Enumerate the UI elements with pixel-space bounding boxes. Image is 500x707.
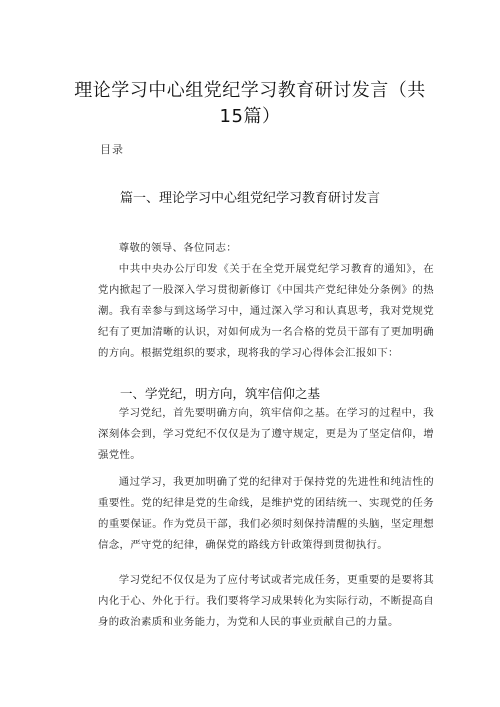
intro-paragraph: 中共中央办公厅印发《关于在全党开展党纪学习教育的通知》，在党内掀起了一股深入学习贯彻新修订《中国共产党纪律处分条例》的热潮。我有幸参与到这场学习中，通过深入学习和认真思考，我对党规党纪有了更加清晰的认识，对如何成为一名合格的党员干部有了更加明确的方向。根据党组织的要求，现将我的学习心得体会汇报如下： — [98, 263, 434, 359]
toc-label: 目录 — [100, 143, 124, 156]
intro-paragraph-block — [98, 259, 434, 364]
heading-one: 一、学党纪，明方向，筑牢信仰之基 — [120, 386, 321, 401]
salutation-text: 尊敬的领导、各位同志： — [118, 242, 237, 254]
paragraph-2-block — [98, 403, 434, 466]
document-title: 理论学习中心组党纪学习教育研讨发言（共15篇） — [74, 80, 426, 127]
paragraph-4-block — [98, 570, 434, 633]
paragraph-3-block — [98, 472, 434, 556]
salutation-block — [98, 238, 434, 259]
paragraph-4: 学习党纪不仅仅是为了应付考试或者完成任务，更重要的是要将其内化于心、外化于行。我们要将学习成果转化为实际行动，不断提高自身的政治素质和业务能力，为党和人民的事业贡献自己的力量。 — [98, 574, 434, 628]
section-title: 篇一、理论学习中心组党纪学习教育研讨发言 — [119, 191, 380, 206]
paragraph-2: 学习党纪，首先要明确方向，筑牢信仰之基。在学习的过程中，我深刻体会到，学习党纪不仅仅是为了遵守规定，更是为了坚定信仰，增强党性。 — [98, 407, 434, 461]
paragraph-3: 通过学习，我更加明确了党的纪律对于保持党的先进性和纯洁性的重要性。党的纪律是党的生命线，是维护党的团结统一、实现党的任务的重要保证。作为党员干部，我们必须时刻保持清醒的头脑，坚定理想信念，严守党的纪律，确保党的路线方针政策得到贯彻执行。 — [98, 476, 434, 551]
